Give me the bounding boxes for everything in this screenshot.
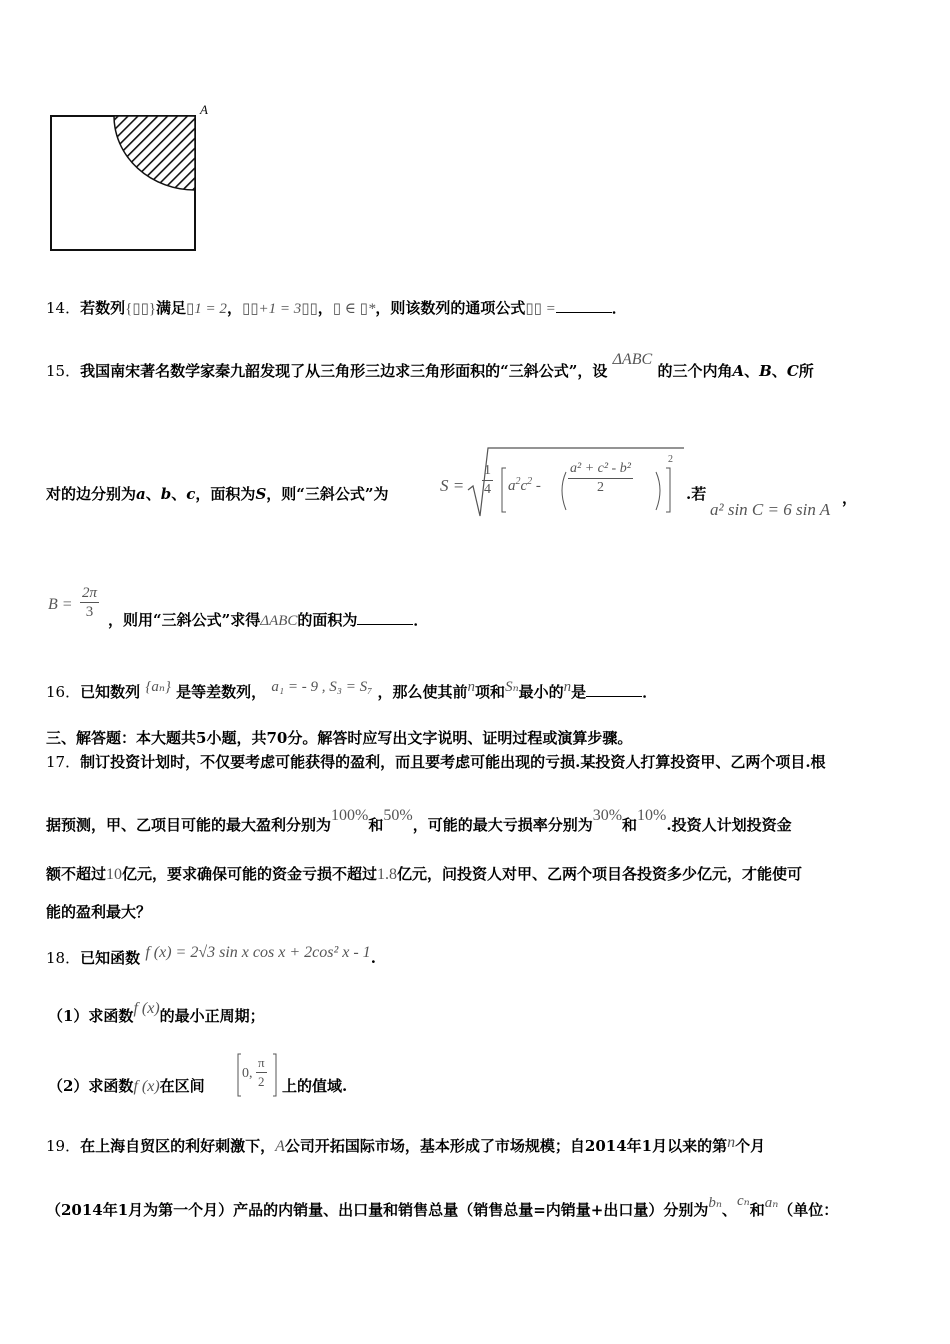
question-15-line-1: 15．我国南宋著名数学家秦九韶发现了从三角形三边求三角形面积的“三斜公式”，设 ΔABC 的三个内角A、B、C所	[46, 351, 814, 380]
question-17-line-4: 能的盈利最大？	[46, 903, 152, 921]
interval-expression: 0, $\frac{\pi}{2}$	[236, 1052, 280, 1098]
question-18-part-1: （1）求函数f (x)的最小正周期；	[48, 1000, 265, 1025]
question-17-line-3: 额不超过10亿元，要求确保可能的资金亏损不超过1.8亿元，问投资人对甲、乙两个项目各投资多少亿元，才能使可	[46, 865, 803, 883]
question-17-line-1: 17．制订投资计划时，不仅要考虑可能获得的盈利，而且要考虑可能出现的亏损.某投资人打算投资甲、乙两个项目.根	[46, 753, 826, 771]
point-a-label: A	[200, 102, 208, 117]
question-18-part-2: （2）求函数f (x)在区间	[48, 1077, 205, 1095]
answer-blank-15[interactable]	[357, 610, 413, 625]
left-bracket	[502, 468, 506, 512]
question-15-condition: .若	[686, 485, 707, 503]
three-slant-formula: S = $\frac{1}{4}$ $a^2c^2$ - $\frac{\text{a² + c² - b²}}{2}$ 2	[440, 446, 686, 520]
answer-blank-14[interactable]	[556, 298, 612, 313]
right-paren	[656, 472, 660, 510]
question-16: 16．已知数列 {aₙ} 是等差数列， a₁ = - 9 , S₃ = S₇ ，那么使其前n项和Sₙ最小的n是 ．	[46, 679, 658, 701]
answer-blank-16[interactable]	[586, 682, 642, 697]
right-bracket	[666, 468, 670, 512]
question-19-line-1: 19．在上海自贸区的利好刺激下，A公司开拓国际市场，基本形成了市场规模；自2014年1月以来的第n个月	[46, 1134, 766, 1155]
question-14: 14．若数列{▯▯}满足▯1 = 2，▯▯+1 = 3▯▯，▯ ∈ ▯*，则该数列的通项公式▯▯ = ．	[46, 299, 627, 317]
question-17-line-2: 据预测，甲、乙项目可能的最大盈利分别为100%和50%，可能的最大亏损率分别为30%和10%.投资人计划投资金	[46, 807, 792, 834]
question-19-line-2: （2014年1月为第一个月）产品的内销量、出口量和销售总量（销售总量=内销量+出口量）分别为bₙ、cₙ和aₙ（单位：	[46, 1193, 839, 1219]
section-3-heading: 三、解答题：本大题共5小题，共70分。解答时应写出文字说明、证明过程或演算步骤。	[46, 729, 633, 747]
quarter-circle-figure	[44, 100, 224, 260]
left-paren	[562, 472, 566, 510]
question-15-line-3: ，则用“三斜公式”求得ΔABC的面积为 ．	[108, 611, 429, 629]
hatched-region	[114, 116, 195, 190]
question-15-line-2: 对的边分别为a、b、c，面积为S，则“三斜公式”为	[46, 485, 389, 503]
question-18: 18．已知函数 f (x) = 2√3 sin x cos x + 2cos² x - 1.	[46, 944, 376, 967]
sine-condition: a² sin C = 6 sin A	[710, 500, 831, 519]
